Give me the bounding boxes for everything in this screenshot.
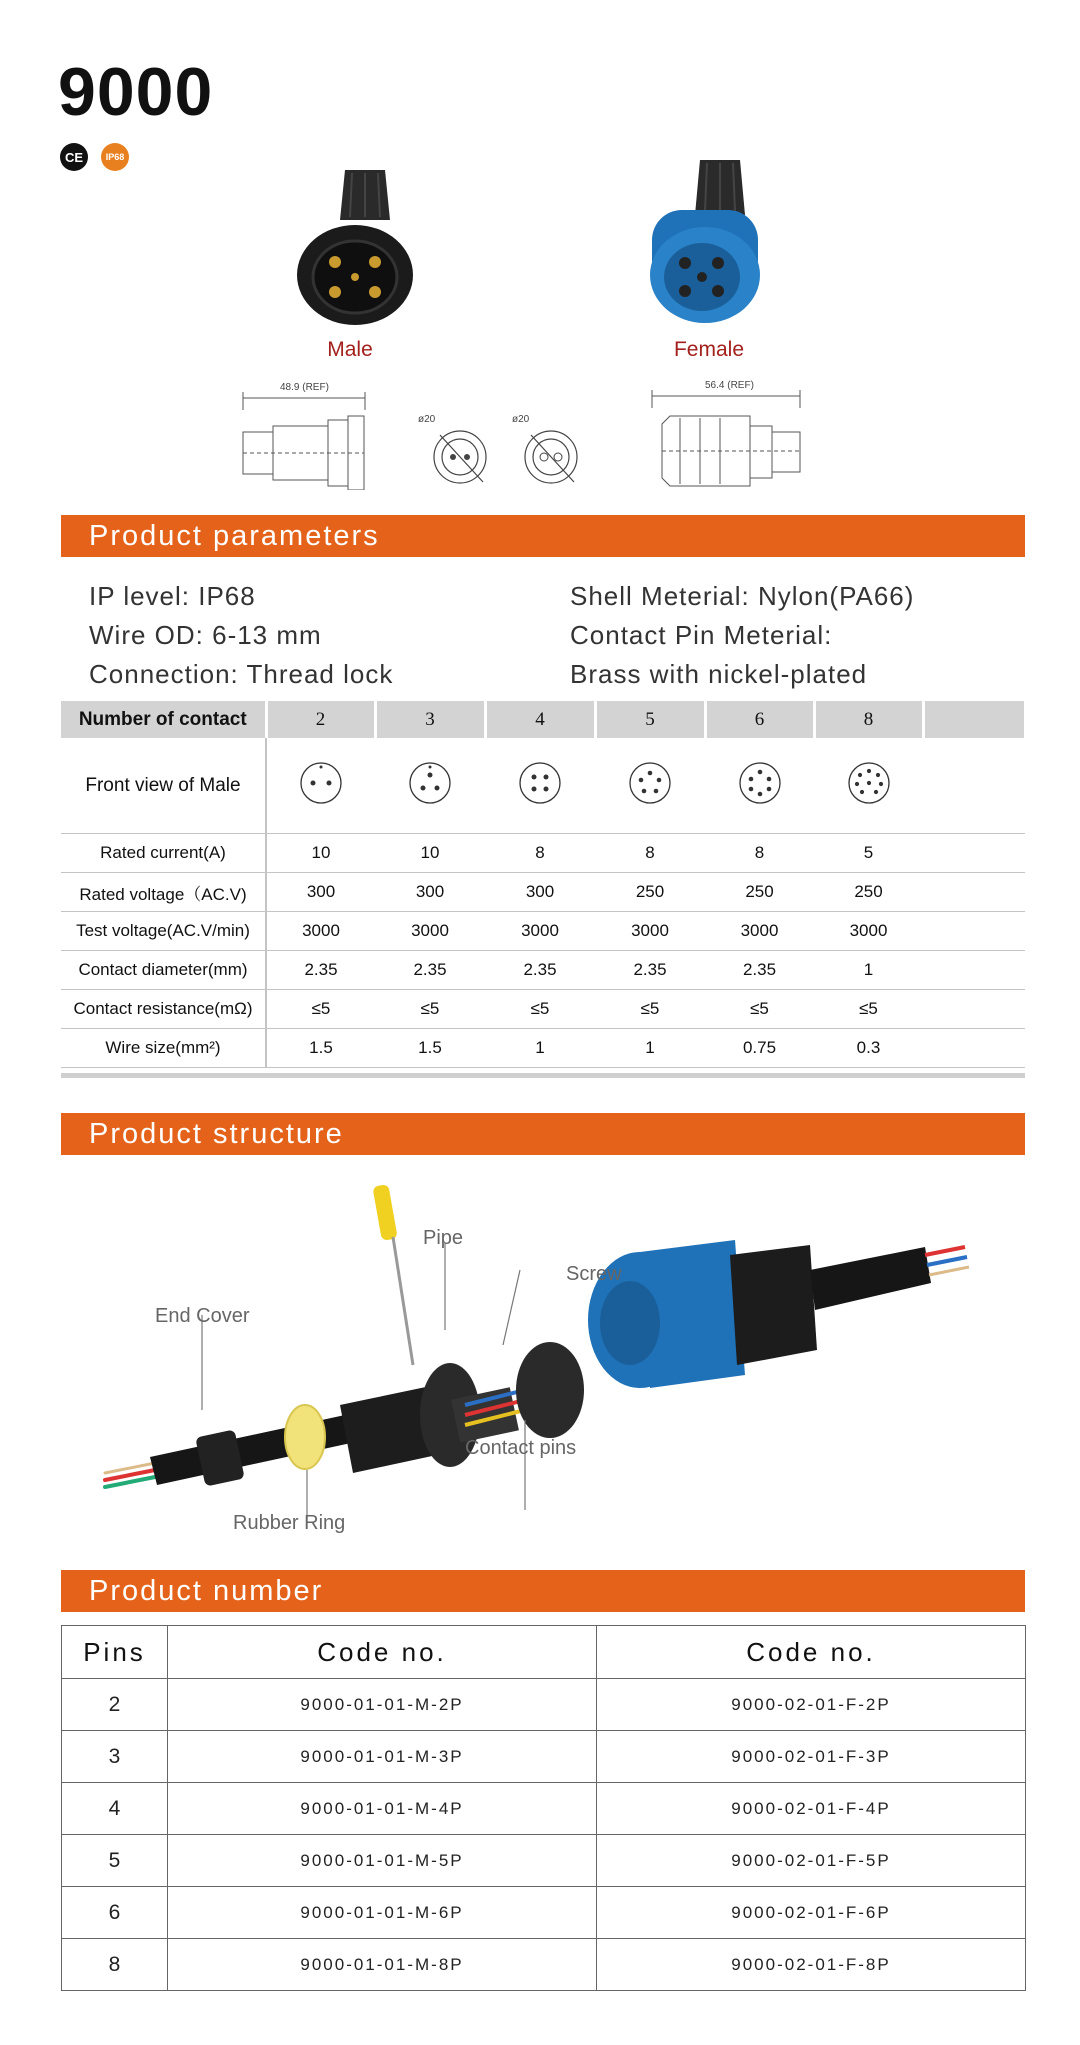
front-view-4pin-icon [485,738,595,834]
param-contact-pin-plating: Brass with nickel-plated [570,659,868,689]
structure-section-bar [61,1113,1025,1155]
spec-row-contact-resistance: Contact resistance(mΩ) ≤5 ≤5 ≤5 ≤5 ≤5 ≤5 [61,990,1025,1029]
structure-section-title: Product structure [89,1118,344,1150]
model-title: 9000 [58,54,214,130]
spec-header-label: Number of contact [61,701,266,738]
parameters-section-bar [61,515,1025,557]
spec-contact-count: 2 [266,701,375,738]
front-view-8pin-icon [814,738,923,834]
param-ip-level: IP level: IP68 [89,581,256,611]
params-right-column [570,577,914,694]
parameters-section-title: Product parameters [89,520,380,552]
male-diameter-dimension: ø20 [418,414,436,425]
spec-row-wire-size: Wire size(mm²) 1.5 1.5 1 1 0.75 0.3 [61,1029,1025,1068]
table-row: 4 9000-01-01-M-4P 9000-02-01-F-4P [62,1783,1026,1835]
params-left-column [89,577,393,694]
product-number-table [61,1625,1026,1991]
spec-contact-count: 6 [705,701,814,738]
male-length-dimension: 48.9 [280,382,300,393]
spec-contact-count: 3 [375,701,485,738]
spec-table [61,701,1027,1068]
spec-header-row [61,701,1025,738]
ce-cert-icon: CE [60,143,88,171]
callout-end-cover: End Cover [155,1305,250,1327]
callout-pipe: Pipe [423,1227,464,1249]
female-connector-image [640,155,770,330]
table-row: 3 9000-01-01-M-3P 9000-02-01-F-3P [62,1731,1026,1783]
spec-front-view-row [61,738,1025,834]
table-row: 6 9000-01-01-M-6P 9000-02-01-F-6P [62,1887,1026,1939]
female-label: Female [673,338,745,361]
exploded-structure-image [95,1175,995,1545]
table-row: 5 9000-01-01-M-5P 9000-02-01-F-5P [62,1835,1026,1887]
female-length-dimension: 56.4 [705,380,725,391]
spec-table-bottom-rule [61,1073,1025,1078]
spec-contact-count: 8 [814,701,923,738]
callout-screw: Screw [566,1263,622,1285]
ip68-cert-icon: IP68 [101,143,129,171]
front-view-6pin-icon [705,738,814,834]
spec-row-rated-voltage: Rated voltage（AC.V) 300 300 300 250 250 250 [61,873,1025,912]
male-label: Male [327,338,373,361]
header-pins: Pins [62,1626,168,1679]
spec-row-contact-diameter: Contact diameter(mm) 2.35 2.35 2.35 2.35 2.35 1 [61,951,1025,990]
table-row: 8 9000-01-01-M-8P 9000-02-01-F-8P [62,1939,1026,1991]
param-shell-material: Shell Meterial: Nylon(PA66) [570,581,915,611]
female-ref-note: (REF) [727,380,754,391]
male-ref-note: (REF) [302,382,329,393]
male-connector-image [290,165,420,330]
pin-diameter-drawings [425,420,585,495]
spec-contact-count: 4 [485,701,595,738]
female-diameter-dimension: ø20 [512,414,530,425]
callout-contact-pins: Contact pins [465,1437,577,1459]
number-section-title: Product number [89,1575,324,1607]
spec-front-view-label: Front view of Male [61,738,266,834]
front-view-2pin-icon [266,738,375,834]
param-connection: Connection: Thread lock [89,659,394,689]
callout-rubber-ring: Rubber Ring [233,1512,346,1534]
spec-row-rated-current: Rated current(A) 10 10 8 8 8 5 [61,834,1025,873]
table-row: 2 9000-01-01-M-2P 9000-02-01-F-2P [62,1679,1026,1731]
female-dimension-drawing [640,378,810,493]
param-contact-pin-material: Contact Pin Meterial: [570,620,833,650]
number-header-row [62,1626,1026,1679]
number-section-bar [61,1570,1025,1612]
param-wire-od: Wire OD: 6-13 mm [89,620,322,650]
header-female-code: Code no. [597,1626,1026,1679]
spec-contact-count: 5 [595,701,705,738]
front-view-3pin-icon [375,738,485,834]
spec-row-test-voltage: Test voltage(AC.V/min) 3000 3000 3000 3000 3000 3000 [61,912,1025,951]
front-view-5pin-icon [595,738,705,834]
spec-header-empty [923,701,1025,738]
header-male-code: Code no. [168,1626,597,1679]
